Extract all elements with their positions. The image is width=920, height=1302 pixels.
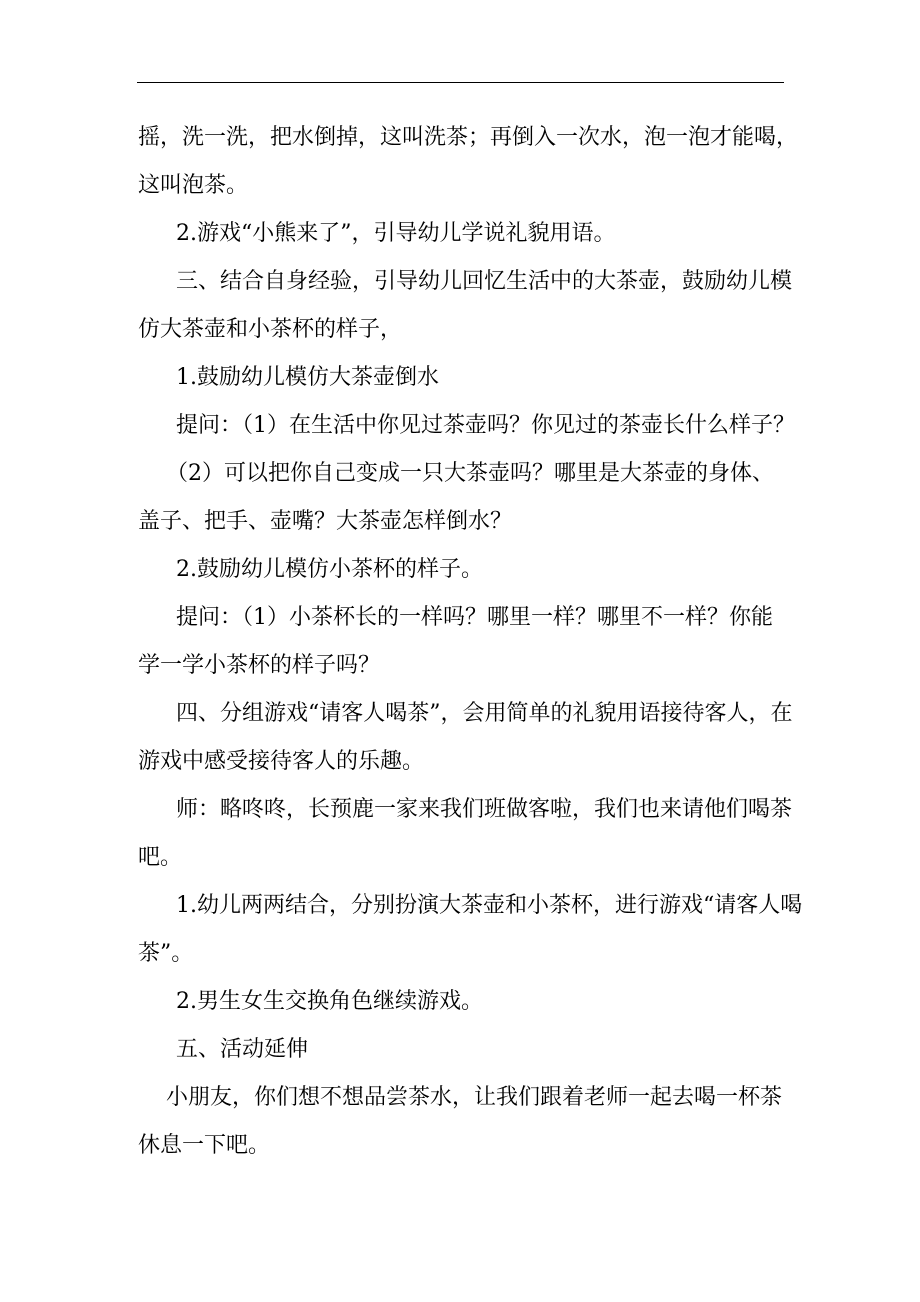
- document-body: [138, 114, 803, 1170]
- paragraph-line: （2）可以把你自己变成一只大茶壶吗？哪里是大茶壶的身体、: [166, 461, 774, 486]
- paragraph-line: 2.男生女生交换角色继续游戏。: [176, 989, 483, 1014]
- paragraph-line: 小朋友，你们想不想品尝茶水，让我们跟着老师一起去喝一杯茶: [166, 1085, 783, 1110]
- paragraph-line: 提问：（1）小茶杯长的一样吗？哪里一样？哪里不一样？你能: [176, 605, 773, 630]
- paragraph-line: 游戏中感受接待客人的乐趣。: [138, 749, 425, 774]
- paragraph-line: 1.幼儿两两结合，分别扮演大茶壶和小茶杯，进行游戏“请客人喝: [176, 893, 803, 918]
- paragraph-line: 茶”。: [138, 941, 194, 966]
- paragraph-line: 提问：（1）在生活中你见过茶壶吗？你见过的茶壶长什么样子？: [176, 413, 795, 438]
- paragraph-line: 学一学小茶杯的样子吗？: [138, 653, 381, 678]
- paragraph-line: 摇，洗一洗，把水倒掉，这叫洗茶；再倒入一次水，泡一泡才能喝，: [138, 125, 799, 150]
- paragraph-line: 三、结合自身经验，引导幼儿回忆生活中的大茶壶，鼓励幼儿模: [176, 269, 793, 294]
- header-rule: [137, 82, 784, 83]
- paragraph-line: 2.鼓励幼儿模仿小茶杯的样子。: [176, 557, 483, 582]
- paragraph-line: 四、分组游戏“请客人喝茶”，会用简单的礼貌用语接待客人，在: [176, 701, 793, 726]
- paragraph-line: 休息一下吧。: [138, 1133, 271, 1158]
- paragraph-line: 仿大茶壶和小茶杯的样子，: [138, 317, 403, 342]
- paragraph-line: 这叫泡茶。: [138, 173, 249, 198]
- paragraph-line: 2.游戏“小熊来了”，引导幼儿学说礼貌用语。: [176, 221, 616, 246]
- paragraph-line: 五、活动延伸: [176, 1037, 309, 1062]
- paragraph-line: 盖子、把手、壶嘴？大茶壶怎样倒水？: [138, 509, 513, 534]
- paragraph-line: 师：略咚咚，长预鹿一家来我们班做客啦，我们也来请他们喝茶: [176, 797, 793, 822]
- paragraph-line: 1.鼓励幼儿模仿大茶壶倒水: [176, 365, 439, 390]
- paragraph-line: 吧。: [138, 845, 183, 870]
